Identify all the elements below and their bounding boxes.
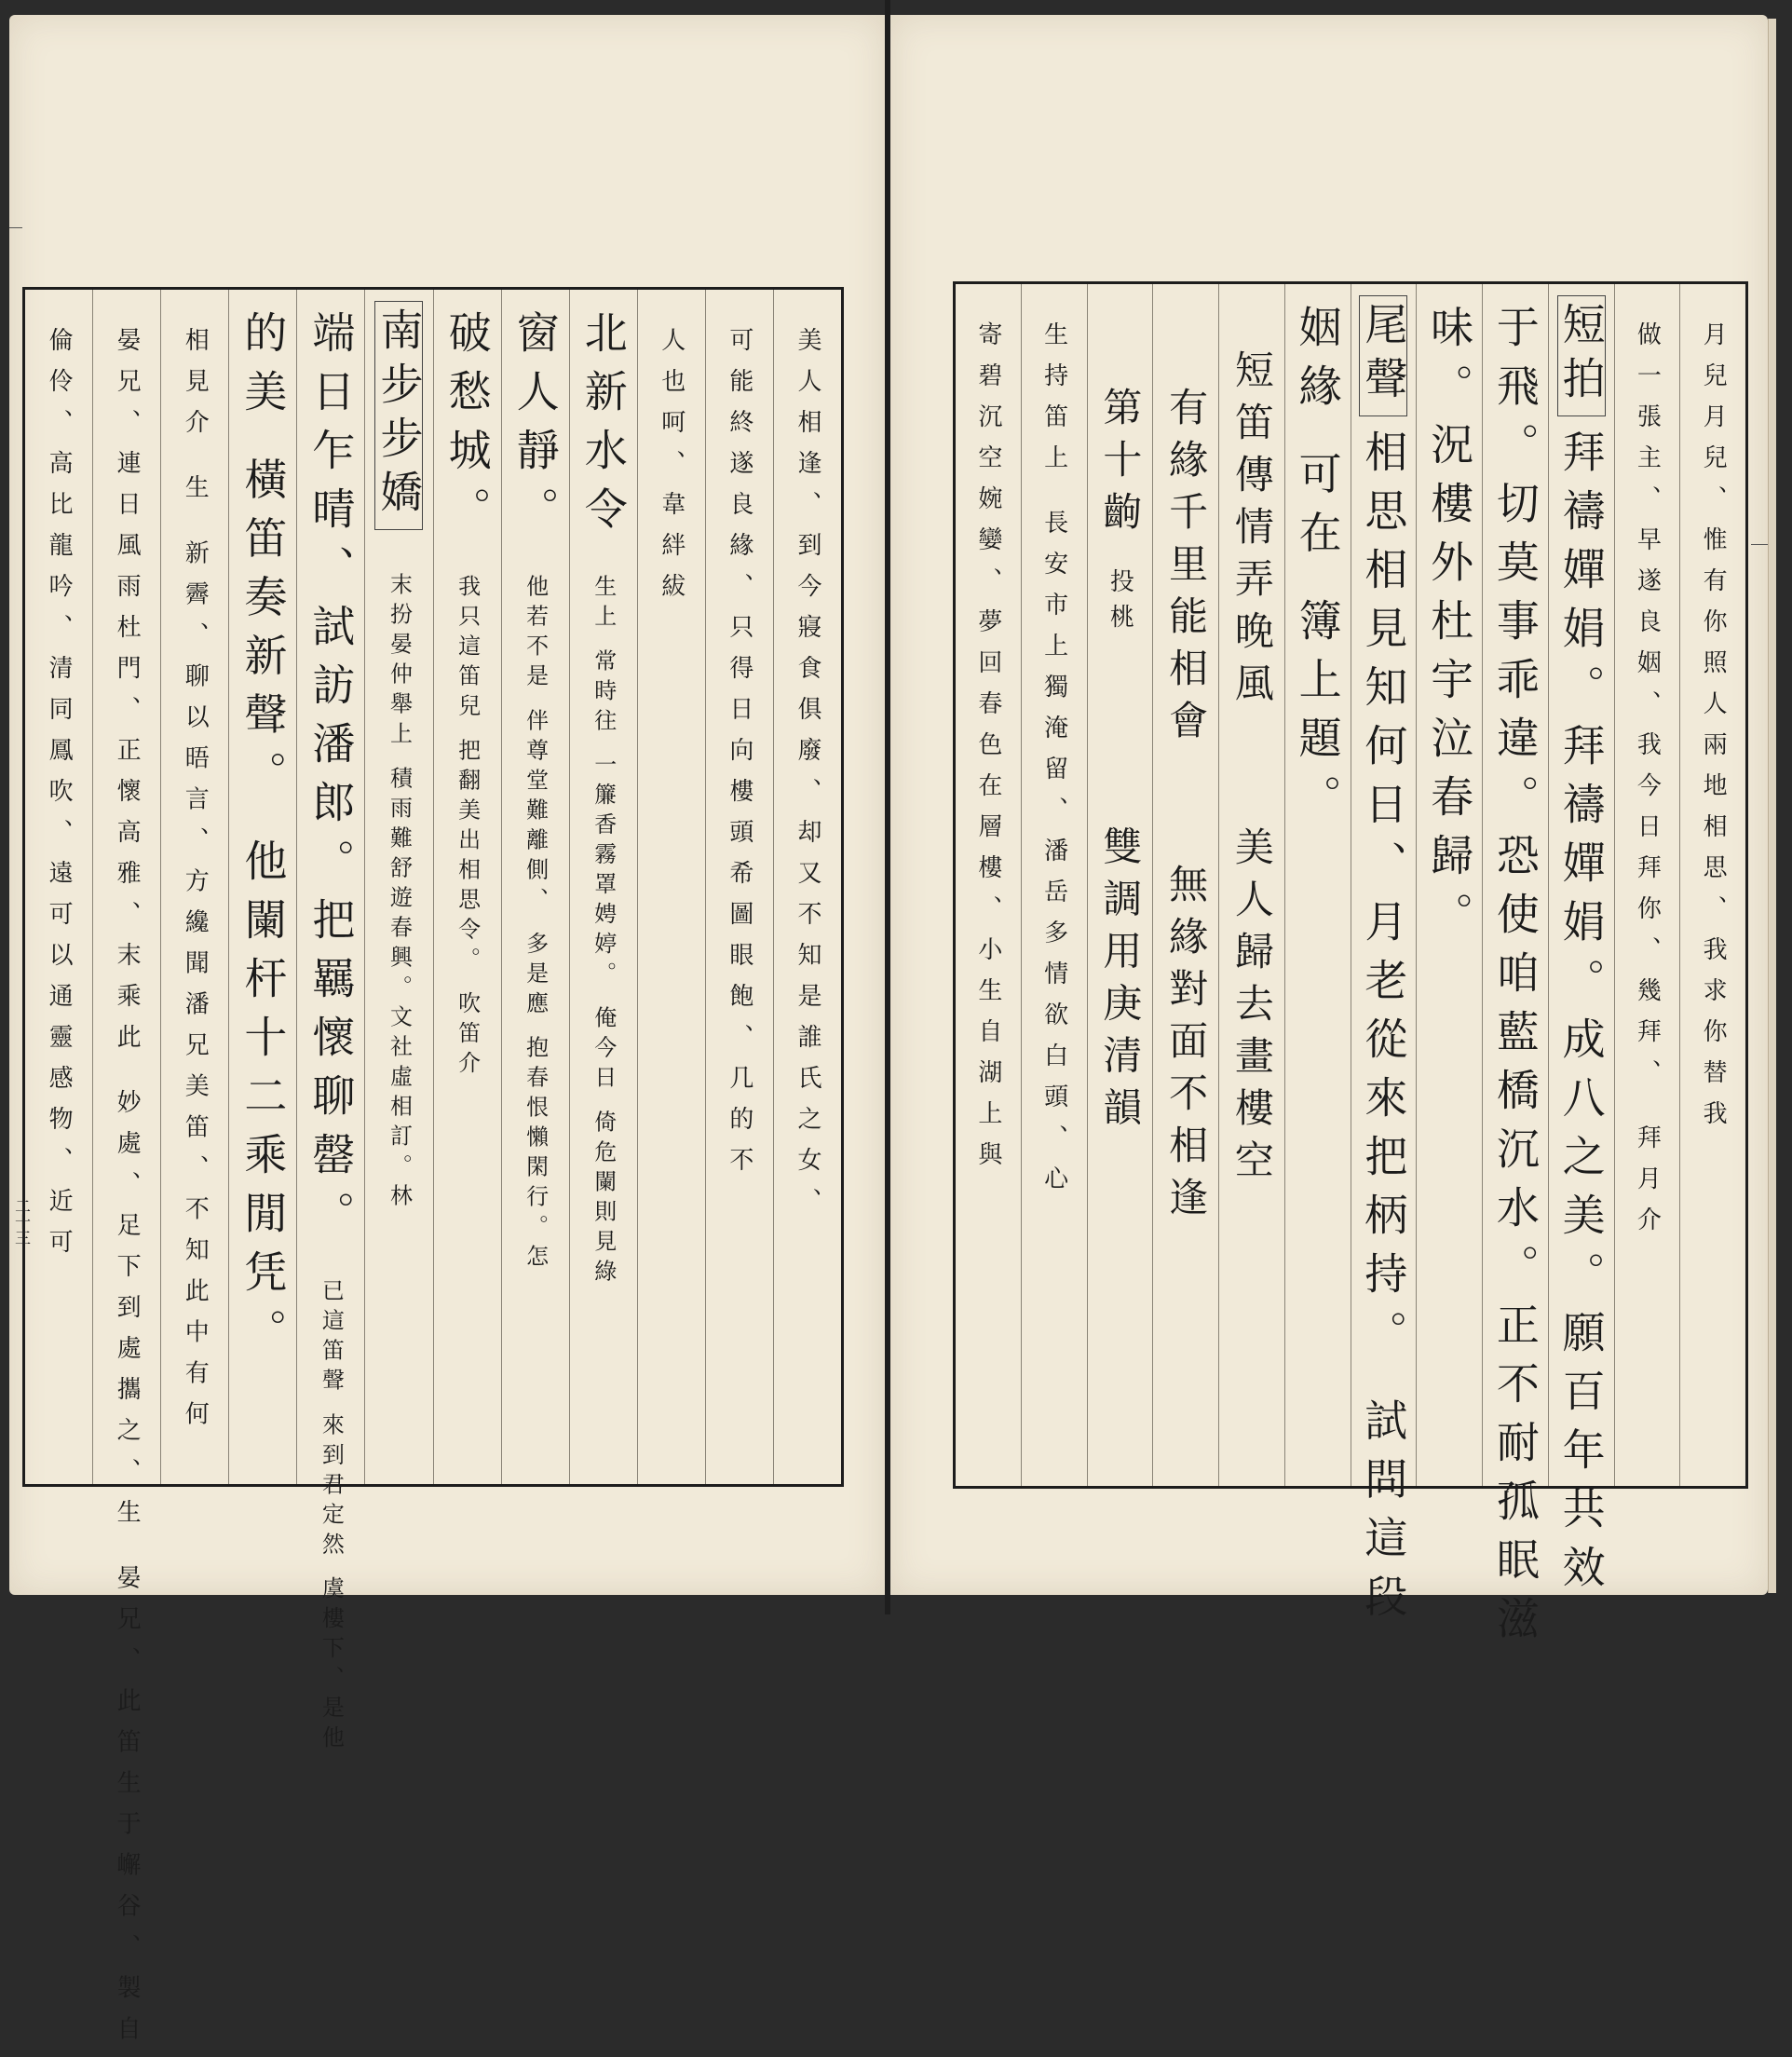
text-column: 南步步嬌 末扮晏仲舉上 積雨難舒遊春興。文社虛相訂。林 <box>364 290 432 1484</box>
tune-label: 尾聲 <box>1359 295 1407 416</box>
text-column: 姻緣 可在 簿上題。 <box>1284 284 1351 1486</box>
left-text-frame <box>22 287 844 2057</box>
text-column: 破愁城。 我只這笛兒 把翻美出相思令。 吹笛介 <box>433 290 501 1484</box>
text-column: 生持笛上 長安市上獨淹留、潘岳多情欲白頭、心 <box>1021 284 1087 1486</box>
text-column: 味。況樓外杜宇泣春歸。 <box>1416 284 1482 1486</box>
text-column: 短笛傳情弄晚風美人歸去畫樓空 <box>1218 284 1284 1486</box>
text-column: 端日乍晴、試訪潘郎。把羈懷聊罄。 已這笛聲 來到君定然 虞樓下、是他 <box>296 290 364 1484</box>
page-edge <box>1768 19 1776 1593</box>
tune-label: 南步步嬌 <box>374 301 423 530</box>
text-column: 月兒月兒、惟有你照人兩地相思、我求你替我 <box>1679 284 1745 1486</box>
right-column-grid <box>956 284 1745 1655</box>
right-page <box>890 15 1768 1655</box>
left-column-grid <box>25 290 841 2057</box>
right-text-frame <box>953 281 1748 1655</box>
act-title: 第十齣 <box>1097 387 1144 543</box>
page-notch <box>1751 544 1768 545</box>
text-column: 可能終遂良緣、只得日向樓頭希圖眼飽、几的不 <box>705 290 773 1484</box>
text-column: 的美 橫笛奏新聲。 他闌杆十二乘閒凭。 <box>228 290 296 1484</box>
page-notch <box>9 227 22 228</box>
tune-label: 短拍 <box>1557 295 1606 416</box>
text-column: 尾聲相思相見知何日、月老從來把柄持。 試問這段 <box>1351 284 1417 1486</box>
text-column: 寄碧沉空婉孌、夢回春色在層樓、小生自湖上與 <box>973 321 1002 1182</box>
text-column: 晏兄、連日風雨杜門、正懷高雅、末乘此 妙處、足下到處攜之、生 晏兄、此笛生于嶰谷、製自 <box>92 290 160 1484</box>
text-column: 于飛。切莫事乖違。恐使咱藍橋沉水。正不耐孤眠滋 <box>1482 284 1548 1486</box>
text-column: 北新水令 生上 常時往 一簾香霧罩娉婷。 俺今日 倚危闌則見綠 <box>569 290 637 1484</box>
text-column: 倫伶、高比龍吟、清同鳳吹、遠可以通靈感物、近可 <box>45 327 74 1270</box>
text-column: 美人相逢、到今寢食俱廢、却又不知是誰氏之女、 <box>773 290 841 1484</box>
text-column: 做一張主、早遂良姻、我今日拜你、幾拜、 拜月介 <box>1614 284 1680 1486</box>
text-column: 人也呵、韋絆紱 <box>637 290 705 1484</box>
text-column: 第十齣 投桃雙調用庚清韻 <box>1087 284 1153 1486</box>
text-column: 相見介 生 新霽、聊以晤言、方纔聞潘兄美笛、不知此中有何 <box>160 290 228 1484</box>
text-column: 有緣千里能相會無緣對面不相逢 <box>1152 284 1218 1486</box>
folio-number: 二十三 <box>11 1198 30 1246</box>
left-page <box>9 15 885 2057</box>
text-column: 窗人靜。 他若不是 伴尊堂難離側、 多是應 抱春恨懶閑行。怎 <box>501 290 569 1484</box>
text-column: 短拍拜禱嬋娟。拜禱嬋娟。成八之美。願百年共效 <box>1548 284 1614 1486</box>
